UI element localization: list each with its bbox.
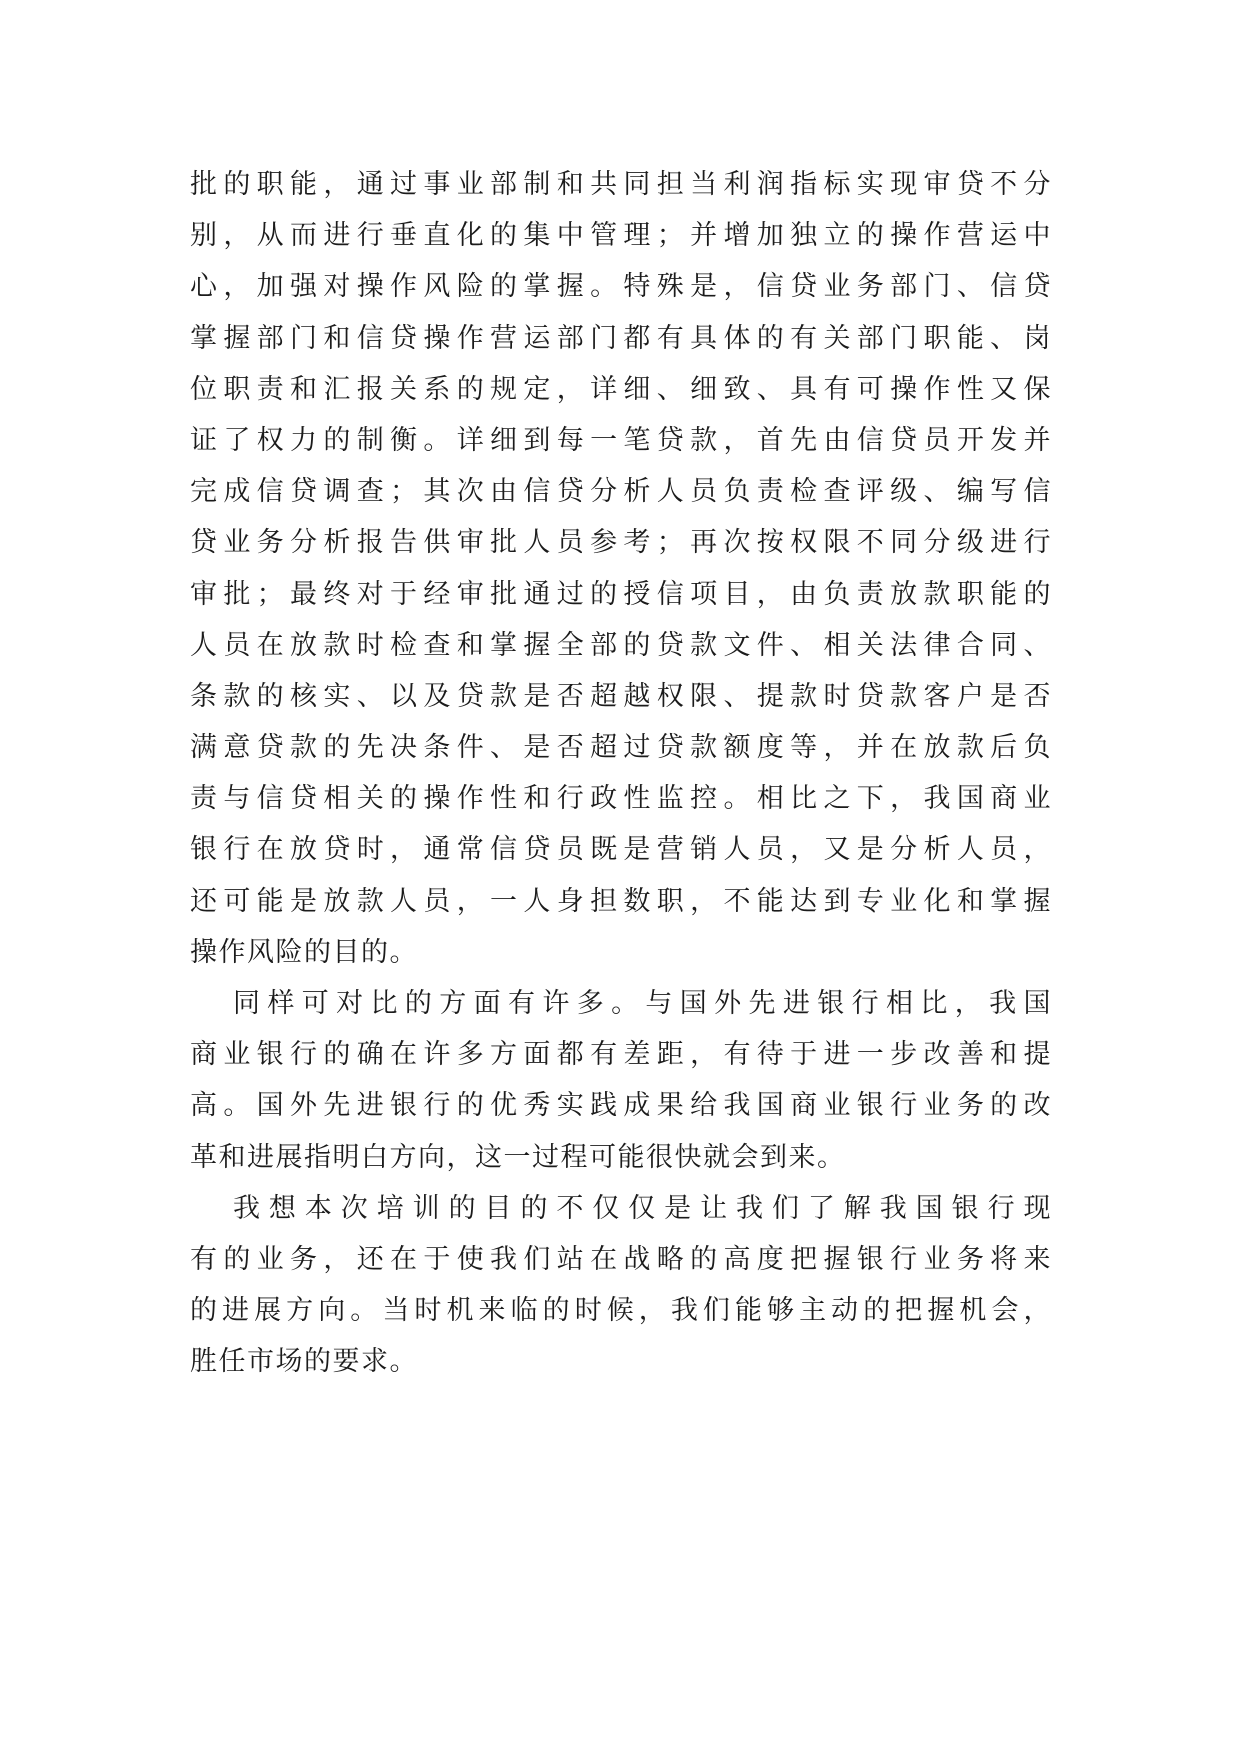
text-line: 我想本次培训的目的不仅仅是让我们了解我国银行现 xyxy=(233,1192,1052,1224)
text-line: 同样可对比的方面有许多。与国外先进银行相比，我国 xyxy=(233,988,1052,1019)
text-line: 革和进展指明白方向，这一过程可能很快就会到来。 xyxy=(190,1141,846,1173)
text-line: 银行在放贷时，通常信贷员既是营销人员，又是分析人员， xyxy=(190,834,1052,866)
text-line: 操作风险的目的。 xyxy=(190,936,418,968)
text-line: 人员在放款时检查和掌握全部的贷款文件、相关法律合同、 xyxy=(190,629,1052,661)
text-line: 位职责和汇报关系的规定，详细、细致、具有可操作性又保 xyxy=(190,373,1052,405)
text-line: 的进展方向。当时机来临的时候，我们能够主动的把握机会， xyxy=(190,1295,1052,1327)
text-line: 满意贷款的先决条件、是否超过贷款额度等，并在放款后负 xyxy=(190,732,1052,764)
text-line: 批的职能，通过事业部制和共同担当利润指标实现审贷不分 xyxy=(190,169,1052,200)
text-line: 贷业务分析报告供审批人员参考；再次按权限不同分级进行 xyxy=(190,527,1052,559)
body-paragraph xyxy=(190,159,1052,978)
text-line: 完成信贷调查；其次由信贷分析人员负责检查评级、编写信 xyxy=(190,476,1052,508)
text-line: 心，加强对操作风险的掌握。特殊是，信贷业务部门、信贷 xyxy=(190,271,1052,303)
text-line: 审批；最终对于经审批通过的授信项目，由负责放款职能的 xyxy=(190,578,1052,610)
text-line: 掌握部门和信贷操作营运部门都有具体的有关部门职能、岗 xyxy=(190,322,1052,354)
text-line: 责与信贷相关的操作性和行政性监控。相比之下，我国商业 xyxy=(190,783,1052,815)
text-line: 证了权力的制衡。详细到每一笔贷款，首先由信贷员开发并 xyxy=(190,424,1052,456)
text-line: 胜任市场的要求。 xyxy=(190,1346,418,1378)
body-paragraph xyxy=(190,978,1052,1183)
text-line: 还可能是放款人员，一人身担数职，不能达到专业化和掌握 xyxy=(190,885,1052,917)
text-line: 别，从而进行垂直化的集中管理；并增加独立的操作营运中 xyxy=(190,220,1052,252)
text-line: 条款的核实、以及贷款是否超越权限、提款时贷款客户是否 xyxy=(190,680,1052,712)
text-line: 高。国外先进银行的优秀实践成果给我国商业银行业务的改 xyxy=(190,1090,1052,1122)
document-body xyxy=(190,159,1052,1388)
text-line: 商业银行的确在许多方面都有差距，有待于进一步改善和提 xyxy=(190,1039,1052,1071)
text-line: 有的业务，还在于使我们站在战略的高度把握银行业务将来 xyxy=(190,1243,1052,1275)
body-paragraph xyxy=(190,1183,1052,1388)
